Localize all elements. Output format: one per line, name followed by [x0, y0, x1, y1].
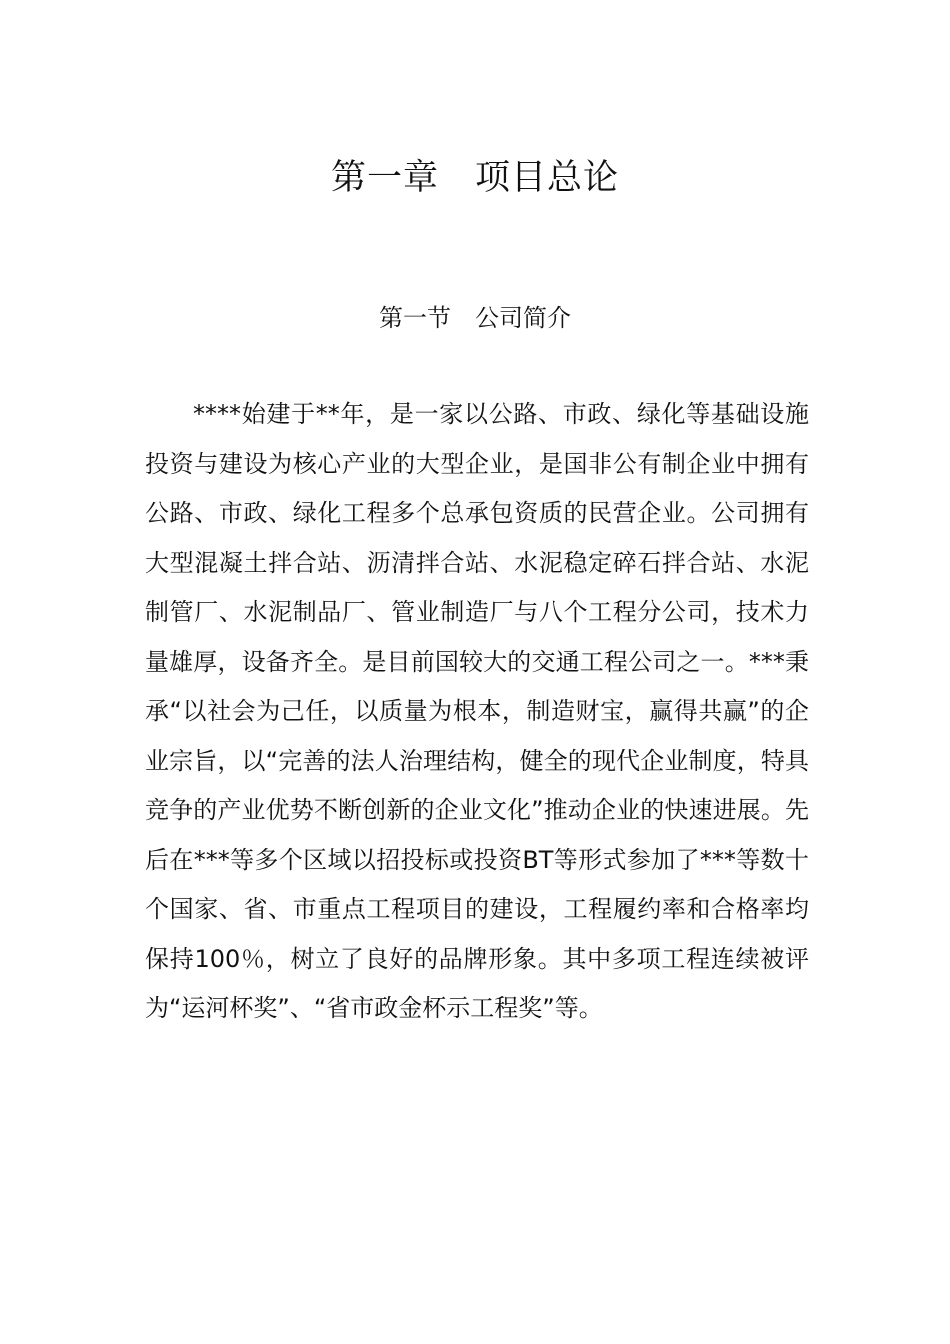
chapter-title: 第一章 项目总论: [330, 158, 619, 198]
section-title: 第一节 公司简介: [379, 304, 571, 332]
body-paragraph: ****始建于**年，是一家以公路、市政、绿化等基础设施投资与建设为核心产业的大型企业，是国非公有制企业中拥有公路、市政、绿化工程多个总承包资质的民营企业。公司拥有大型混凝土拌合站、沥清拌合站、水泥稳定碎石拌合站、水泥制管厂、水泥制品厂、管业制造厂与八个工程分公司，技术力量雄厚，设备齐全。是目前国较大的交通工程公司之一。***秉承“以社会为己任，以质量为根本，制造财宝，赢得共赢”的企业宗旨，以“完善的法人治理结构，健全的现代企业制度，特具竞争的产业优势不断创新的企业文化”推动企业的快速进展。先后在***等多个区域以招投标或投资BT等形式参加了***等数十个国家、省、市重点工程项目的建设，工程履约率和合格率均保持100％，树立了良好的品牌形象。其中多项工程连续被评为“运河杯奖”、“省市政金杯示工程奖”等。: [145, 400, 809, 1022]
